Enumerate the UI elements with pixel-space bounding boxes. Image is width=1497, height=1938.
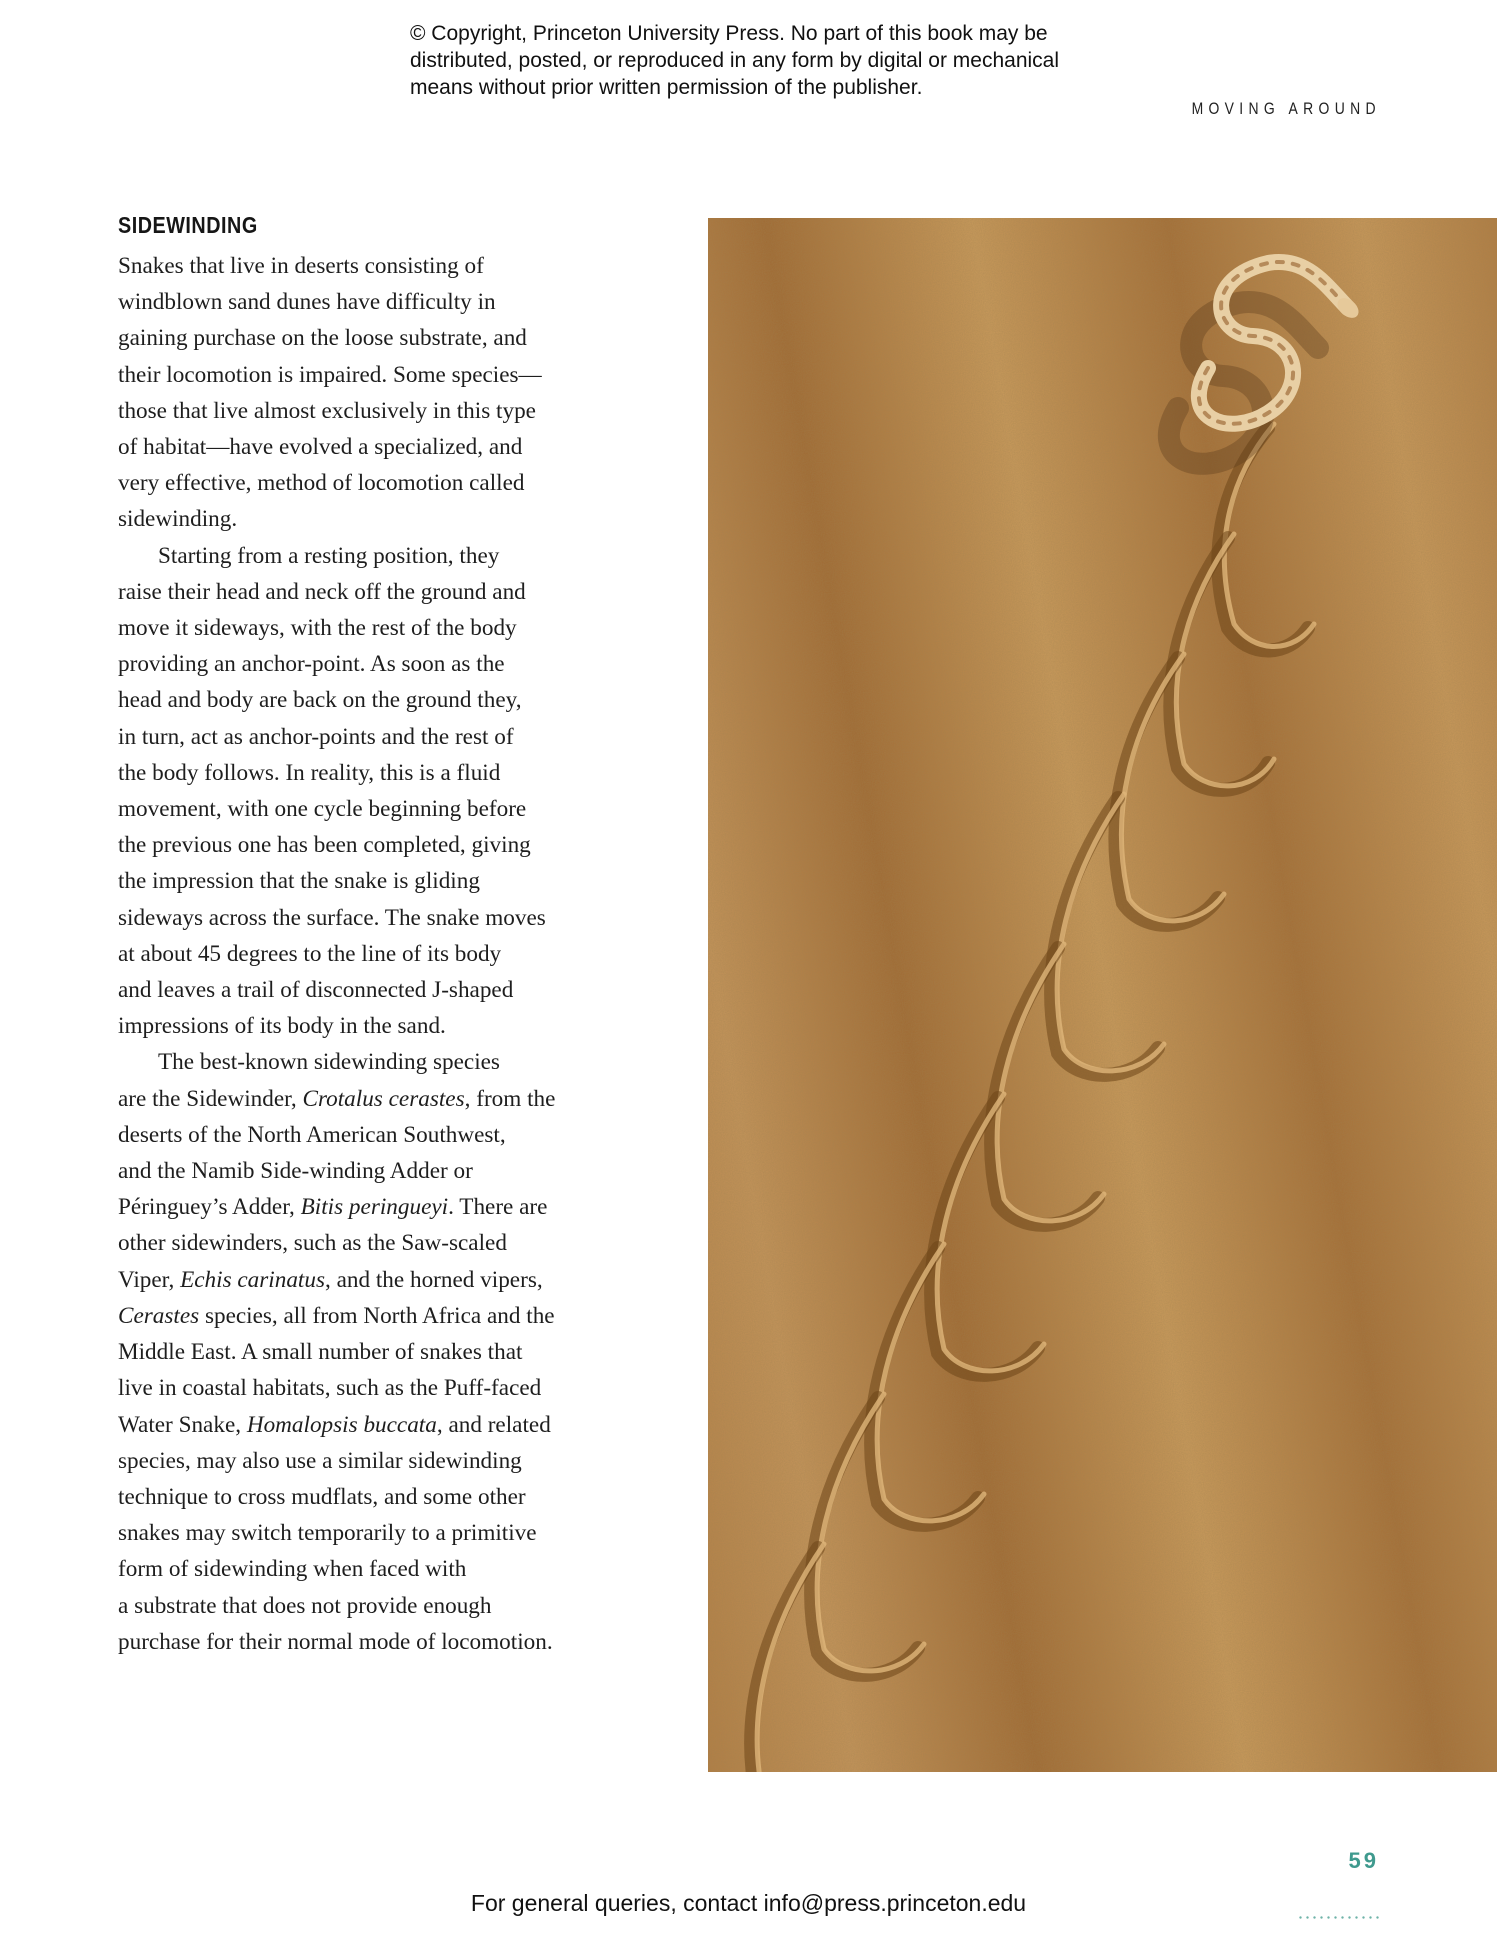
text-line: other sidewinders, such as the Saw-scaled [118, 1230, 507, 1257]
text-line: live in coastal habitats, such as the Puff-faced [118, 1375, 542, 1402]
page-number: 59 [1348, 1848, 1379, 1873]
text-line: in turn, act as anchor-points and the rest of [118, 723, 514, 750]
text-line: of habitat—have evolved a specialized, and [118, 434, 523, 461]
text-line: those that live almost exclusively in this type [118, 397, 536, 424]
text-line: move it sideways, with the rest of the body [118, 615, 517, 642]
text-line: purchase for their normal mode of locomotion. [118, 1628, 553, 1655]
text-line: gaining purchase on the loose substrate, and [118, 325, 527, 352]
text-line: Middle East. A small number of snakes that [118, 1339, 523, 1366]
text-line: at about 45 degrees to the line of its body [118, 940, 502, 967]
text-line: Starting from a resting position, they [158, 542, 500, 569]
text-line: Snakes that live in deserts consisting of [118, 253, 484, 279]
text-line: very effective, method of locomotion called [118, 470, 525, 497]
text-line: the body follows. In reality, this is a fluid [118, 759, 501, 786]
species-name: Bitis peringueyi [300, 1194, 449, 1221]
text-line: snakes may switch temporarily to a primitive [118, 1520, 537, 1547]
text-line: the impression that the snake is gliding [118, 868, 480, 895]
text-line: Cerastes species, all from North Africa and the [118, 1302, 555, 1329]
text-line: windblown sand dunes have difficulty in [118, 289, 496, 316]
paragraph-3 [118, 1044, 610, 1659]
text-line: sideways across the surface. The snake moves [118, 904, 546, 931]
text-line: raise their head and neck off the ground and [118, 578, 526, 605]
text-line: providing an anchor-point. As soon as the [118, 651, 505, 678]
copyright-notice [410, 20, 1090, 101]
text-line: impressions of its body in the sand. [118, 1013, 446, 1040]
sidewinder-snake-photo [708, 218, 1497, 1772]
sand-dune-illustration [708, 218, 1497, 1772]
text-line: are the Sidewinder, Crotalus cerastes, from the [118, 1085, 556, 1112]
text-line: head and body are back on the ground they, [118, 687, 522, 714]
copyright-line: © Copyright, Princeton University Press. No part of this book may be [410, 22, 1048, 45]
section-title: SIDEWINDING [118, 212, 258, 238]
paragraph-2 [118, 538, 610, 1045]
text-line: movement, with one cycle beginning before [118, 796, 527, 823]
paragraph-1 [118, 248, 610, 538]
text-line: form of sidewinding when faced with [118, 1556, 467, 1583]
text-line: their locomotion is impaired. Some species— [118, 361, 542, 388]
species-name: Cerastes [118, 1302, 200, 1329]
footer-contact: For general queries, contact info@press.princeton.edu [470, 1890, 1027, 1916]
text-line: a substrate that does not provide enough [118, 1592, 492, 1619]
species-name: Homalopsis buccata [246, 1411, 437, 1438]
text-line: Péringuey’s Adder, Bitis peringueyi. There are [118, 1194, 548, 1221]
text-line: sidewinding. [118, 506, 238, 533]
text-line: Viper, Echis carinatus, and the horned vipers, [118, 1266, 543, 1293]
text-line: and leaves a trail of disconnected J-shaped [118, 977, 514, 1004]
text-line: species, may also use a similar sidewinding [118, 1447, 522, 1474]
running-head: MOVING AROUND [1191, 99, 1381, 118]
text-line: technique to cross mudflats, and some other [118, 1483, 526, 1510]
text-line: The best-known sidewinding species [158, 1049, 500, 1076]
text-line: and the Namib Side-winding Adder or [118, 1158, 473, 1185]
text-line: deserts of the North American Southwest, [118, 1121, 506, 1148]
text-line: Water Snake, Homalopsis buccata, and related [118, 1411, 551, 1438]
sand-grain-texture [708, 218, 1497, 1772]
species-name: Crotalus cerastes [302, 1085, 465, 1112]
text-line: the previous one has been completed, giving [118, 832, 531, 859]
body-text [118, 248, 610, 1660]
species-name: Echis carinatus [180, 1266, 325, 1293]
copyright-line: means without prior written permission of the publisher. [410, 76, 923, 99]
copyright-line: distributed, posted, or reproduced in any form by digital or mechanical [410, 49, 1060, 72]
